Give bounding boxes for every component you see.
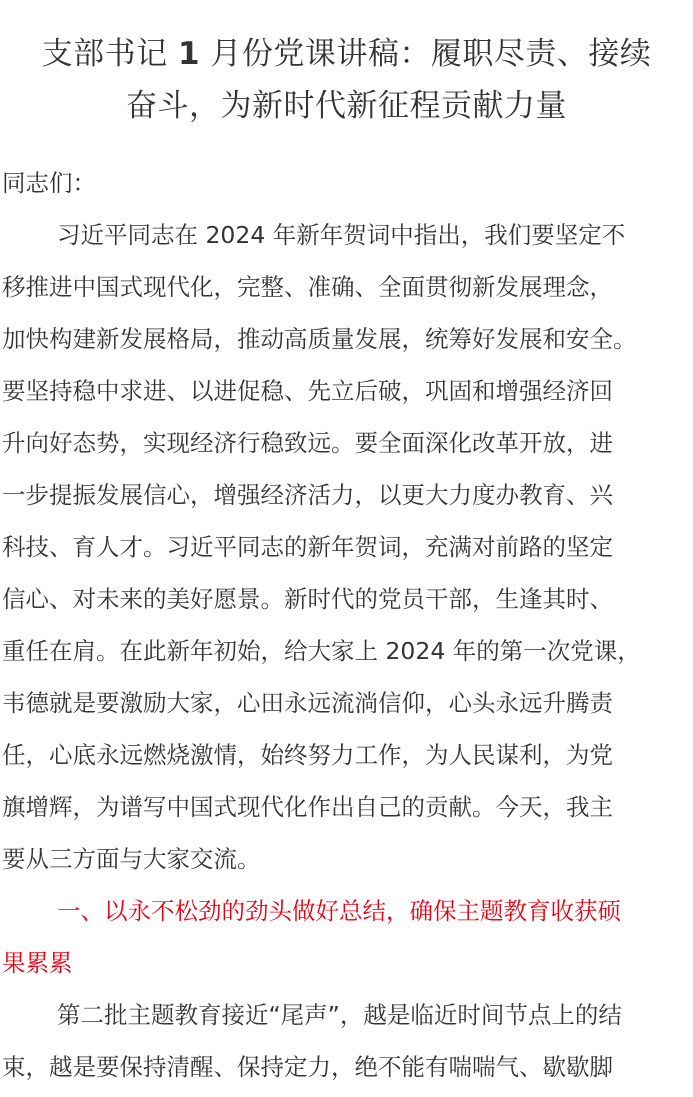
paragraph-1-line: 要从三方面与大家交流。	[2, 845, 261, 873]
document-title	[0, 28, 693, 132]
title-text-b: 月份党课讲稿：履职尽责、接续	[210, 36, 652, 72]
paragraph-1-line: 移推进中国式现代化，完整、准确、全面贯彻新发展理念，	[2, 273, 613, 301]
paragraph-2-line: 束，越是要保持清醒、保持定力，绝不能有喘喘气、歇歇脚	[2, 1053, 613, 1081]
paragraph-1-line: 韦德就是要激励大家，心田永远流淌信仰，心头永远升腾责	[2, 689, 613, 717]
paragraph-1-line: 升向好态势，实现经济行稳致远。要全面深化改革开放，进	[2, 429, 613, 457]
title-month-number: 1	[177, 36, 201, 72]
section-heading-1-cont: 果累累	[2, 949, 73, 977]
title-line-2: 奋斗，为新时代新征程贡献力量	[126, 88, 567, 124]
title-line-1	[0, 28, 693, 80]
title-text-a: 支部书记	[41, 36, 168, 72]
paragraph-1-line: 一步提振发展信心，增强经济活力，以更大力度办教育、兴	[2, 481, 613, 509]
paragraph-1-line: 任，心底永远燃烧激情，始终努力工作，为人民谋利，为党	[2, 741, 613, 769]
paragraph-1-line: 加快构建新发展格局，推动高质量发展，统筹好发展和安全。	[2, 325, 637, 353]
paragraph-1-line: 信心、对未来的美好愿景。新时代的党员干部，生逢其时、	[2, 585, 613, 613]
section-heading-1: 一、以永不松劲的劲头做好总结，确保主题教育收获硕	[57, 897, 621, 925]
paragraph-1-line: 要坚持稳中求进、以进促稳、先立后破，巩固和增强经济回	[2, 377, 613, 405]
paragraph-1-line: 重任在肩。在此新年初始，给大家上 2024 年的第一次党课，	[2, 637, 641, 665]
greeting: 同志们：	[2, 169, 96, 197]
paragraph-1-line: 科技、育人才。习近平同志的新年贺词，充满对前路的坚定	[2, 533, 613, 561]
paragraph-2-line: 第二批主题教育接近“尾声”，越是临近时间节点上的结	[57, 1001, 622, 1029]
paragraph-1-line: 习近平同志在 2024 年新年贺词中指出，我们要坚定不	[57, 221, 626, 249]
paragraph-1-line: 旗增辉，为谱写中国式现代化作出自己的贡献。今天，我主	[2, 793, 613, 821]
